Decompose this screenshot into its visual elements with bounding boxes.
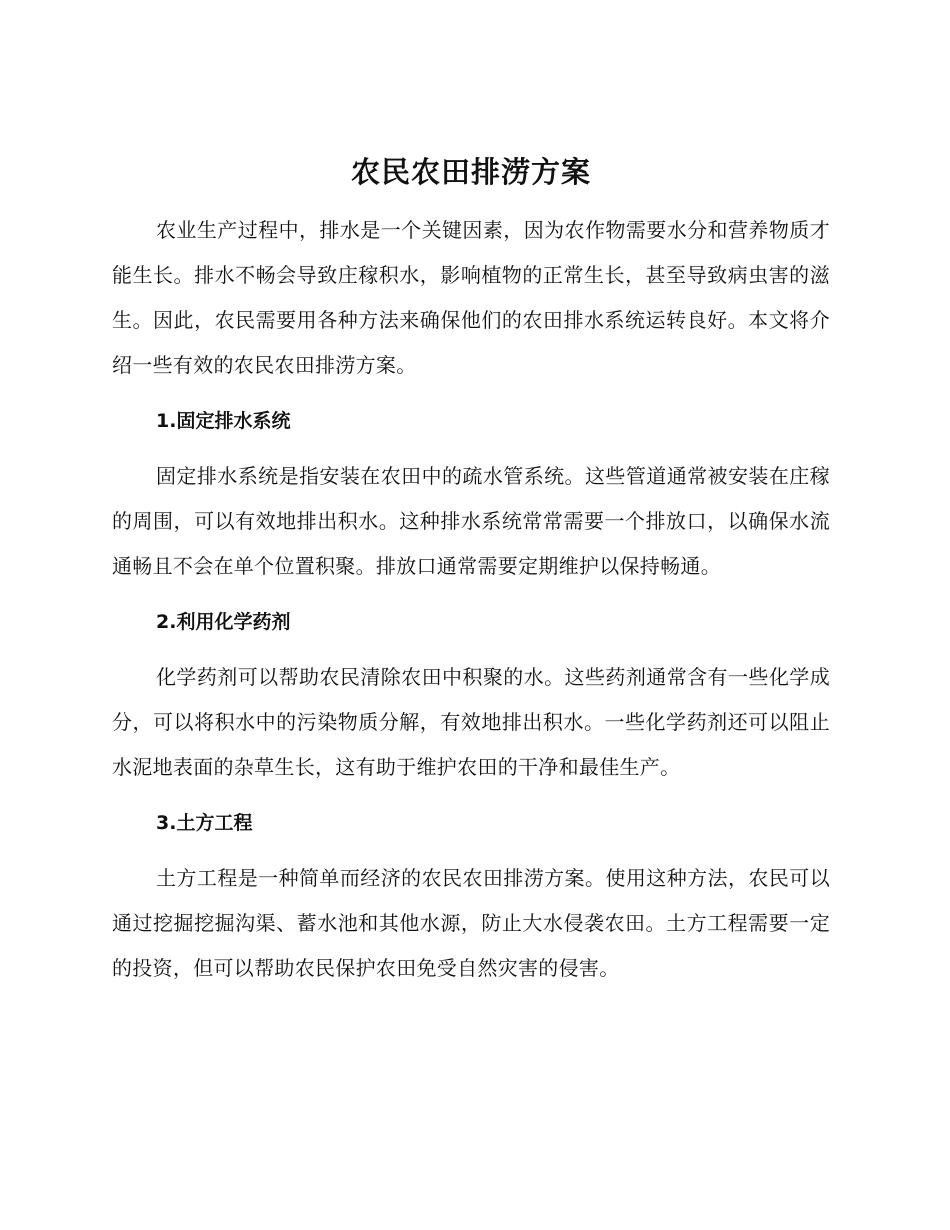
document-content — [112, 148, 830, 991]
section-body-earthwork: 土方工程是一种简单而经济的农民农田排涝方案。使用这种方法，农民可以通过挖掘挖掘沟渠、蓄水池和其他水源，防止大水侵袭农田。土方工程需要一定的投资，但可以帮助农民保护农田免受自然灾害的侵害。 — [112, 866, 830, 980]
section-heading-earthwork: 3.土方工程 — [156, 812, 253, 834]
document-title: 农民农田排涝方案 — [350, 155, 591, 189]
intro-paragraph: 农业生产过程中，排水是一个关键因素，因为农作物需要水分和营养物质才能生长。排水不畅会导致庄稼积水，影响植物的正常生长，甚至导致病虫害的滋生。因此，农民需要用各种方法来确保他们的农田排水系统运转良好。本文将介绍一些有效的农民农田排涝方案。 — [112, 218, 830, 377]
section-body-chemical-agents: 化学药剂可以帮助农民清除农田中积聚的水。这些药剂通常含有一些化学成分，可以将积水中的污染物质分解，有效地排出积水。一些化学药剂还可以阻止水泥地表面的杂草生长，这有助于维护农田的干净和最佳生产。 — [112, 665, 830, 779]
section-heading-fixed-drainage: 1.固定排水系统 — [156, 410, 291, 432]
section-body-fixed-drainage: 固定排水系统是指安装在农田中的疏水管系统。这些管道通常被安装在庄稼的周围，可以有效地排出积水。这种排水系统常常需要一个排放口，以确保水流通畅且不会在单个位置积聚。排放口通常需要定期维护以保持畅通。 — [112, 464, 830, 578]
section-heading-chemical-agents: 2.利用化学药剂 — [156, 611, 291, 633]
